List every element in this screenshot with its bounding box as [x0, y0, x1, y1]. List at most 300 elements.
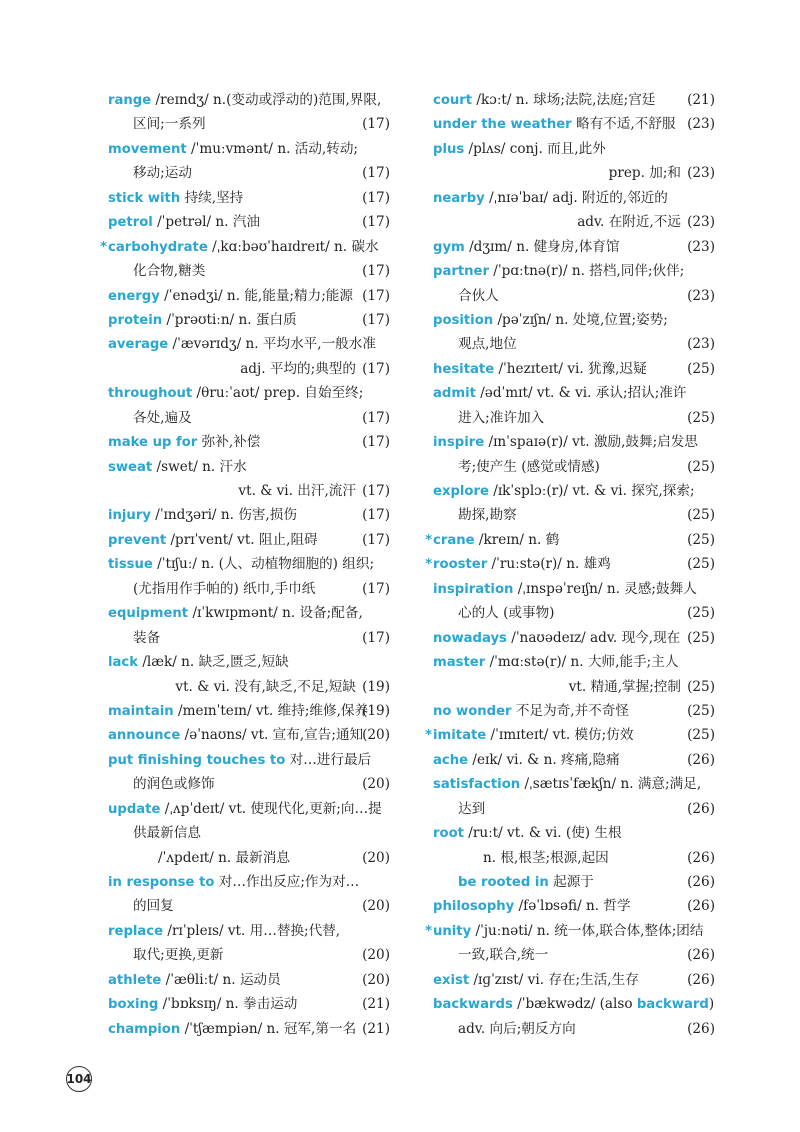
unit-reference: (26) — [687, 751, 715, 768]
headword-variant: backward — [636, 997, 709, 1013]
headword: athlete — [108, 972, 162, 988]
unit-reference: (25) — [687, 727, 715, 744]
headword: petrol — [108, 215, 153, 231]
entry-line — [433, 161, 715, 185]
definition-text: /ˈbɒksɪŋ/ n. 拳击运动 — [158, 996, 298, 1013]
unit-reference: (25) — [687, 629, 715, 646]
headword: position — [433, 312, 494, 328]
entry-line — [108, 503, 390, 527]
definition-text: /ˈnaʊədeɪz/ adv. 现今,现在 — [506, 629, 681, 646]
definition-text: /ˈjuːnəti/ n. 统一体,联合体,整体;团结 — [471, 922, 704, 939]
definition-text: vt. 精通,掌握;控制 — [568, 678, 681, 695]
glossary-entry — [108, 797, 390, 870]
entry-line — [433, 112, 715, 136]
glossary-entry — [433, 357, 715, 381]
definition-text: /reɪndʒ/ n.(变动或浮动的)范围,界限, — [151, 92, 382, 108]
entry-line — [433, 455, 715, 479]
definition-text: /ɪˈkwɪpmənt/ n. 设备;配备, — [188, 605, 363, 622]
entry-line — [108, 137, 390, 161]
page-number: 104 — [66, 1066, 92, 1092]
definition-text: /ˈpetrəl/ n. 汽油 — [152, 214, 261, 231]
entry-line — [425, 723, 715, 747]
glossary-entry — [108, 528, 390, 552]
glossary-entry — [108, 503, 390, 527]
glossary-entry — [433, 577, 715, 626]
definition-text: /kreɪn/ n. 鹤 — [474, 531, 560, 548]
entry-line — [433, 332, 715, 356]
glossary-entry — [108, 381, 390, 430]
unit-reference: (25) — [687, 678, 715, 695]
entry-line — [433, 1017, 715, 1041]
definition-text: /ˌɪnspəˈreɪʃn/ n. 灵感;鼓舞人 — [513, 580, 697, 597]
glossary-entry — [433, 650, 715, 699]
headword: rooster — [433, 557, 488, 573]
definition-text: 略有不适,不舒服 — [571, 116, 676, 133]
entry-line — [108, 455, 390, 479]
glossary-entry — [108, 650, 390, 699]
entry-line — [108, 821, 390, 845]
unit-reference: (25) — [687, 531, 715, 548]
definition-text: prep. 加;和 — [608, 165, 681, 182]
unit-reference: (17) — [362, 360, 390, 377]
unit-reference: (23) — [687, 336, 715, 353]
glossary-entry — [108, 88, 390, 137]
unit-reference: (17) — [362, 287, 390, 304]
definition-text: /ˌkɑːbəʊˈhaɪdreɪt/ n. 碳水 — [207, 238, 379, 255]
headword: be rooted in — [458, 875, 549, 890]
definition-text: 化合物,糖类 — [133, 263, 206, 280]
unit-reference: (21) — [362, 996, 390, 1013]
unit-reference: (23) — [687, 238, 715, 255]
headword: energy — [108, 288, 160, 304]
headword: average — [108, 337, 169, 353]
definition-text: /ˈæθliːt/ n. 运动员 — [161, 971, 281, 988]
entry-line — [433, 675, 715, 699]
entry-line — [108, 748, 390, 772]
definition-text: 弥补,补偿 — [197, 434, 261, 451]
unit-reference: (17) — [362, 531, 390, 548]
entry-line — [433, 430, 715, 454]
entry-line — [108, 357, 390, 381]
asterisk-mark: * — [100, 238, 108, 255]
asterisk-mark: * — [425, 556, 433, 573]
entry-line — [433, 772, 715, 796]
headword: imitate — [433, 728, 487, 744]
asterisk-mark: * — [425, 531, 433, 548]
entry-line — [100, 235, 390, 259]
glossary-entry — [433, 968, 715, 992]
glossary-entry — [433, 112, 715, 136]
entry-line — [108, 723, 390, 747]
definition-text: 心的人 (或事物) — [458, 605, 555, 622]
headword: gym — [433, 239, 465, 255]
definition-text: /ˈtɪʃuː/ n. (人、动植物细胞的) 组织; — [152, 556, 375, 573]
entry-line — [433, 894, 715, 918]
definition-text: 一致,联合,统一 — [458, 947, 549, 964]
definition-text: 进入;准许加入 — [458, 409, 545, 426]
entry-line — [433, 235, 715, 259]
definition-text: 对…作出反应;作为对… — [214, 874, 360, 890]
entry-line — [108, 88, 390, 112]
definition-text: adv. 在附近,不远 — [577, 214, 681, 231]
entry-line — [433, 284, 715, 308]
definition-text: 移动;运动 — [133, 165, 192, 182]
definition-text: /ˈprəʊtiːn/ n. 蛋白质 — [162, 311, 297, 328]
headword: put finishing touches to — [108, 752, 286, 768]
definition-text: /ɪɡˈzɪst/ vi. 存在;生活,生存 — [469, 971, 639, 988]
definition-text: 观点,地位 — [458, 336, 517, 353]
entry-line — [108, 479, 390, 503]
definition-text: /ˌnɪəˈbaɪ/ adj. 附近的,邻近的 — [484, 189, 668, 206]
glossary-entry — [433, 772, 715, 821]
entry-line — [108, 772, 390, 796]
entry-line — [433, 308, 715, 332]
definition-text: adv. 向后;朝反方向 — [458, 1020, 576, 1037]
definition-text: 达到 — [458, 800, 486, 817]
headword: lack — [108, 655, 139, 671]
headword: explore — [433, 484, 489, 499]
glossary-entry — [433, 186, 715, 235]
headword: injury — [108, 508, 151, 524]
headword: in response to — [108, 875, 215, 890]
entry-line — [433, 210, 715, 234]
glossary-entry — [433, 137, 715, 186]
headword: admit — [433, 386, 476, 402]
unit-reference: (25) — [687, 507, 715, 524]
entry-line — [433, 846, 715, 870]
entry-line — [108, 186, 390, 210]
glossary-entry — [108, 284, 390, 308]
definition-text: /ˈmuːvmənt/ n. 活动,转动; — [186, 140, 359, 157]
entry-line — [108, 577, 390, 601]
unit-reference: (26) — [687, 874, 715, 890]
glossary-entry — [433, 308, 715, 357]
definition-text: 起源于 — [548, 874, 594, 890]
glossary-entry — [108, 601, 390, 650]
headword: nearby — [433, 190, 485, 206]
entry-line — [108, 894, 390, 918]
headword: master — [433, 655, 486, 671]
glossary-entry — [433, 626, 715, 650]
unit-reference: (23) — [687, 116, 715, 133]
entry-line — [108, 430, 390, 454]
headword: equipment — [108, 606, 189, 622]
definition-text: /ˌʌpˈdeɪt/ vt. 使现代化,更新;向…提 — [160, 800, 382, 817]
glossary-entry — [433, 748, 715, 772]
headword: crane — [433, 532, 475, 548]
entry-line — [433, 748, 715, 772]
definition-text: 合伙人 — [458, 287, 499, 304]
definition-text: /prɪˈvent/ vt. 阻止,阻碍 — [166, 531, 318, 548]
glossary-entry — [433, 430, 715, 479]
entry-line — [108, 650, 390, 674]
definition-text: 持续,坚持 — [180, 189, 244, 206]
entry-line — [108, 626, 390, 650]
unit-reference: (25) — [687, 360, 715, 377]
entry-line — [108, 308, 390, 332]
entry-line — [433, 357, 715, 381]
entry-line — [108, 528, 390, 552]
entry-line — [433, 503, 715, 527]
headword: make up for — [108, 435, 198, 451]
glossary-entry — [108, 723, 390, 747]
glossary-entry — [433, 381, 715, 430]
definition-text: /kɔːt/ n. 球场;法院,法庭;宫廷 — [472, 92, 656, 108]
glossary-entry — [425, 528, 715, 552]
definition-text: 区间;一系列 — [133, 116, 206, 133]
headword: inspiration — [433, 581, 514, 597]
unit-reference: (26) — [687, 849, 715, 866]
glossary-entry — [108, 186, 390, 210]
headword: hesitate — [433, 361, 495, 377]
unit-reference: (20) — [362, 849, 390, 866]
headword: sweat — [108, 459, 153, 475]
entry-line — [108, 1017, 390, 1041]
entry-line — [433, 601, 715, 625]
glossary-entry — [108, 308, 390, 332]
unit-reference: (17) — [362, 189, 390, 206]
asterisk-mark: * — [425, 922, 433, 939]
unit-reference: (26) — [687, 898, 715, 915]
headword: partner — [433, 264, 489, 280]
unit-reference: (20) — [362, 947, 390, 964]
unit-reference: (17) — [362, 165, 390, 182]
definition-text: 的回复 — [133, 898, 174, 915]
definition-text: /ˈruːstə(r)/ n. 雄鸡 — [487, 556, 611, 573]
definition-text: adj. 平均的;典型的 — [240, 360, 356, 377]
definition-text: 装备 — [133, 629, 161, 646]
definition-text: 取代;更换,更新 — [133, 947, 224, 964]
definition-text: /pəˈzɪʃn/ n. 处境,位置;姿势; — [493, 311, 668, 328]
glossary-entry — [433, 992, 715, 1041]
entry-line — [108, 968, 390, 992]
unit-reference: (17) — [362, 507, 390, 524]
definition-text: /ˈɪndʒəri/ n. 伤害,损伤 — [150, 507, 297, 524]
definition-text: /swet/ n. 汗水 — [152, 458, 247, 475]
glossary-entry — [433, 235, 715, 259]
headword: unity — [433, 923, 472, 939]
headword: plus — [433, 141, 465, 157]
entry-line — [425, 919, 715, 943]
definition-text: (尤指用作手帕的) 纸巾,手巾纸 — [133, 580, 316, 597]
definition-text: /meɪnˈteɪn/ vt. 维持;维修,保养 — [173, 702, 369, 719]
unit-reference: (17) — [362, 629, 390, 646]
entry-line — [108, 943, 390, 967]
left-column — [100, 88, 390, 1041]
unit-reference: (19) — [362, 678, 390, 695]
glossary-entry — [108, 332, 390, 381]
glossary-entry — [108, 137, 390, 186]
headword: satisfaction — [433, 777, 521, 793]
definition-text: 的润色或修饰 — [133, 776, 215, 793]
entry-line — [108, 406, 390, 430]
glossary-entry — [108, 430, 390, 454]
definition-text: 不足为奇,并不奇怪 — [511, 702, 629, 719]
entry-line — [108, 161, 390, 185]
definition-text: /dʒɪm/ n. 健身房,体育馆 — [464, 238, 620, 255]
glossary-entry — [433, 894, 715, 918]
glossary-entry — [108, 455, 390, 504]
entry-line — [433, 88, 715, 112]
entry-line — [108, 992, 390, 1016]
entry-line — [433, 992, 715, 1016]
headword: movement — [108, 141, 187, 157]
definition-text: /ˌsætɪsˈfækʃn/ n. 满意;满足, — [520, 776, 702, 793]
glossary-entry — [433, 259, 715, 308]
definition-text: 考;使产生 (感觉或情感) — [458, 458, 600, 475]
definition-text: /fəˈlɒsəfi/ n. 哲学 — [514, 898, 631, 915]
definition-text: /θruːˈaʊt/ prep. 自始至终; — [192, 385, 364, 402]
entry-line — [433, 943, 715, 967]
entry-line — [108, 284, 390, 308]
definition-text: /ˈbækwədz/ (also — [512, 996, 637, 1013]
headword: root — [433, 826, 464, 842]
unit-reference: (17) — [362, 214, 390, 231]
headword: prevent — [108, 532, 167, 548]
entry-line — [108, 919, 390, 943]
glossary-entry — [100, 235, 390, 284]
definition-text: /læk/ n. 缺乏,匮乏,短缺 — [138, 654, 289, 671]
glossary-entry — [108, 870, 390, 919]
definition-text: /ˈhezɪteɪt/ vi. 犹豫,迟疑 — [494, 360, 647, 377]
definition-text: n. 根,根茎;根源,起因 — [483, 849, 609, 866]
headword: tissue — [108, 557, 153, 573]
definition-text: vt. & vi. 出汗,流汗 — [238, 483, 356, 499]
unit-reference: (21) — [362, 1020, 390, 1037]
headword: stick with — [108, 190, 181, 206]
unit-reference: (26) — [687, 947, 715, 964]
glossary-entry — [425, 919, 715, 968]
definition-text: /ˈpɑːtnə(r)/ n. 搭档,同伴;伙伴; — [488, 263, 685, 280]
unit-reference: (25) — [687, 458, 715, 475]
headword: under the weather — [433, 117, 572, 133]
headword: ache — [433, 752, 469, 768]
entry-line — [108, 870, 390, 894]
headword: maintain — [108, 703, 174, 719]
glossary-entry — [108, 552, 390, 601]
entry-line — [433, 626, 715, 650]
entry-line — [108, 699, 390, 723]
glossary-entry — [108, 1017, 390, 1041]
unit-reference: (17) — [362, 409, 390, 426]
unit-reference: (17) — [362, 483, 390, 499]
definition-text: /ˈɪmɪteɪt/ vt. 模仿;仿效 — [486, 727, 634, 744]
entry-line — [433, 381, 715, 405]
definition-text: /ˈʌpdeɪt/ n. 最新消息 — [158, 849, 290, 866]
headword: no wonder — [433, 703, 512, 719]
entry-line — [433, 186, 715, 210]
unit-reference: (20) — [362, 776, 390, 793]
definition-text: /rɪˈpleɪs/ vt. 用…替换;代替, — [163, 922, 341, 939]
definition-text: /ɪnˈspaɪə(r)/ vt. 激励,鼓舞;启发思 — [484, 434, 698, 451]
headword: champion — [108, 1021, 181, 1037]
headword: nowadays — [433, 630, 507, 646]
headword: replace — [108, 923, 164, 939]
entry-line — [108, 210, 390, 234]
glossary-entry — [425, 552, 715, 576]
headword: exist — [433, 972, 470, 988]
entry-line — [108, 112, 390, 136]
unit-reference: (17) — [362, 263, 390, 280]
headword: backwards — [433, 997, 513, 1013]
headword: inspire — [433, 435, 485, 451]
headword: throughout — [108, 386, 193, 402]
unit-reference: (23) — [687, 165, 715, 182]
entry-line — [108, 675, 390, 699]
entry-line — [433, 821, 715, 845]
entry-line — [425, 528, 715, 552]
glossary-entry — [433, 699, 715, 723]
unit-reference: (20) — [362, 971, 390, 988]
entry-line — [433, 577, 715, 601]
entry-line — [433, 137, 715, 161]
entry-line — [108, 552, 390, 576]
definition-text: /ˈtʃæmpiən/ n. 冠军,第一名 — [180, 1020, 357, 1037]
unit-reference: (25) — [687, 702, 715, 719]
definition-text: /ruːt/ vt. & vi. (使) 生根 — [463, 825, 622, 842]
glossary-entry — [108, 992, 390, 1016]
definition-text: ) — [708, 996, 715, 1013]
entry-line — [108, 381, 390, 405]
glossary-entry — [108, 919, 390, 968]
definition-text: 对…进行最后 — [285, 751, 372, 768]
glossary-entry — [433, 479, 715, 528]
entry-line — [108, 601, 390, 625]
glossary-entry — [433, 88, 715, 112]
unit-reference: (17) — [362, 580, 390, 597]
entry-line — [108, 797, 390, 821]
headword: boxing — [108, 997, 159, 1013]
headword: range — [108, 93, 152, 108]
definition-text: /ɪkˈsplɔː(r)/ vt. & vi. 探究,探索; — [488, 483, 695, 499]
unit-reference: (23) — [687, 287, 715, 304]
definition-text: vt. & vi. 没有,缺乏,不足,短缺 — [175, 678, 356, 695]
unit-reference: (25) — [687, 409, 715, 426]
headword: philosophy — [433, 899, 515, 915]
glossary-entry — [108, 968, 390, 992]
unit-reference: (25) — [687, 605, 715, 622]
definition-text: /plʌs/ conj. 而且,此外 — [464, 140, 606, 157]
asterisk-mark: * — [425, 727, 433, 744]
unit-reference: (17) — [362, 434, 390, 451]
glossary-entry — [108, 748, 390, 797]
entry-line — [433, 870, 715, 894]
unit-reference: (25) — [687, 556, 715, 573]
unit-reference: (17) — [362, 311, 390, 328]
glossary-entry — [108, 210, 390, 234]
entry-line — [108, 259, 390, 283]
unit-reference: (17) — [362, 116, 390, 133]
definition-text: /ˈævərɪdʒ/ n. 平均水平,一般水准 — [168, 336, 376, 353]
entry-line — [433, 406, 715, 430]
definition-text: /ˈmɑːstə(r)/ n. 大师,能手;主人 — [485, 654, 679, 671]
entry-line — [433, 479, 715, 503]
unit-reference: (20) — [362, 898, 390, 915]
unit-reference: (21) — [687, 92, 715, 108]
unit-reference: (26) — [687, 800, 715, 817]
entry-line — [433, 699, 715, 723]
unit-reference: (26) — [687, 971, 715, 988]
unit-reference: (19) — [362, 702, 390, 719]
headword: update — [108, 801, 161, 817]
definition-text: /ˈenədʒi/ n. 能,能量;精力;能源 — [159, 287, 353, 304]
unit-reference: (26) — [687, 1020, 715, 1037]
unit-reference: (20) — [362, 727, 390, 744]
entry-line — [433, 968, 715, 992]
entry-line — [425, 552, 715, 576]
glossary-entry — [108, 699, 390, 723]
glossary-entry — [433, 821, 715, 870]
